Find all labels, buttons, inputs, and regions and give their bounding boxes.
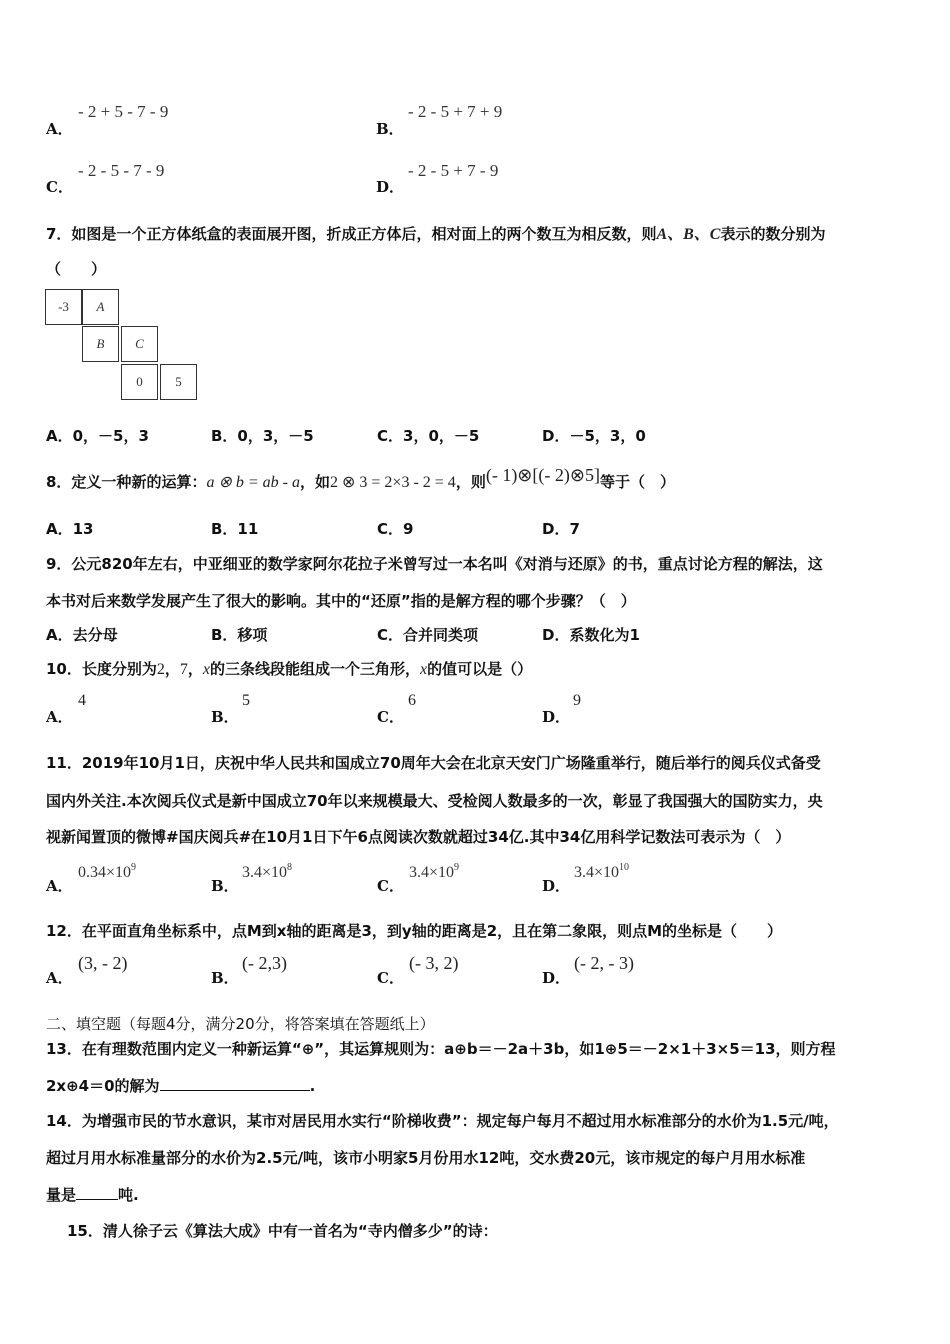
q8-option-b: B．11 <box>211 520 259 538</box>
q10-option-a-value: 4 <box>78 692 86 709</box>
q10-option-a-label: A． <box>46 708 73 726</box>
q6-option-a-label: A． <box>46 120 73 138</box>
q13-stem-line-2: 2x⊕4＝0的解为 . <box>46 1077 316 1095</box>
q6-option-b-label: B． <box>376 120 404 138</box>
q12-option-d-label: D． <box>542 969 571 987</box>
q11-option-b-label: B． <box>211 877 239 895</box>
q8-option-d: D．7 <box>542 520 580 538</box>
q12-option-d-value: (- 2, - 3) <box>574 953 634 973</box>
q7-stem: 7．如图是一个正方体纸盒的表面展开图，折成正方体后，相对面上的两个数互为相反数，则A、B、C表示的数分别为 <box>46 225 826 243</box>
q10-option-c-value: 6 <box>408 692 416 709</box>
q14-stem-line-2: 超过月用水标准量部分的水价为2.5元/吨，该市小明家5月份用水12吨，交水费20元，该市规定的每户月用水标准 <box>46 1149 806 1167</box>
q11-stem-line-1: 11．2019年10月1日，庆祝中华人民共和国成立70周年大会在北京天安门广场隆重举行，随后举行的阅兵仪式备受 <box>46 754 821 772</box>
q13-answer-blank[interactable] <box>160 1090 310 1091</box>
net-cell-0: 0 <box>121 364 158 400</box>
q6-option-d-label: D． <box>376 178 405 196</box>
q8-option-c: C．9 <box>377 520 414 538</box>
q9-stem-line-2: 本书对后来数学发展产生了很大的影响。其中的“还原”指的是解方程的哪个步骤？（ ） <box>46 592 636 610</box>
q12-option-a-value: (3, - 2) <box>78 953 128 973</box>
q6-option-c-label: C． <box>46 178 73 196</box>
q11-option-d-label: D． <box>542 877 571 895</box>
q11-stem-line-3: 视新闻置顶的微博#国庆阅兵#在10月1日下午6点阅读次数就超过34亿.其中34亿用科学记数法可表示为（ ） <box>46 828 791 846</box>
q10-option-d-value: 9 <box>573 692 581 709</box>
q10-option-d-label: D． <box>542 708 571 726</box>
q9-option-d: D．系数化为1 <box>542 626 640 644</box>
section-2-title: 二、填空题（每题4分，满分20分，将答案填在答题纸上） <box>46 1015 435 1033</box>
q12-option-a-label: A． <box>46 969 73 987</box>
q11-option-a-label: A． <box>46 877 73 895</box>
q11-stem-line-2: 国内外关注.本次阅兵仪式是新中国成立70年以来规模最大、受检阅人数最多的一次，彰显了我国强大的国防实力，央 <box>46 792 823 810</box>
q11-option-d-value: $3.4\times 10^{10}$ <box>574 862 630 881</box>
q10-option-c-label: C． <box>377 708 404 726</box>
net-cell-minus-3: -3 <box>45 289 82 325</box>
q8-option-a: A．13 <box>46 520 94 538</box>
q11-option-b-value: $3.4\times 10^8$ <box>242 862 293 881</box>
q6-option-c-expression: - 2 - 5 - 7 - 9 <box>78 161 165 180</box>
q10-stem: 10．长度分别为2，7，x的三条线段能组成一个三角形，x的值可以是（） <box>46 660 533 678</box>
q10-option-b-value: 5 <box>242 692 250 709</box>
q12-option-b-value: (- 2,3) <box>242 953 287 973</box>
cube-net-figure <box>45 289 205 403</box>
q12-option-c-label: C． <box>377 969 404 987</box>
q6-option-d-expression: - 2 - 5 + 7 - 9 <box>408 161 499 180</box>
net-cell-c: C <box>121 326 158 362</box>
q7-option-a: A．0，－5，3 <box>46 427 149 445</box>
net-cell-a: A <box>82 289 119 325</box>
q7-option-b: B．0，3，－5 <box>211 427 314 445</box>
q9-option-b: B．移项 <box>211 626 268 644</box>
q7-answer-paren: （ ） <box>46 260 107 278</box>
q8-stem: 8．定义一种新的运算：a ⊗ b = ab - a，如2 ⊗ 3 = 2×3 - 2 = 4，则(- 1)⊗[(- 2)⊗5]等于（ ） <box>46 465 675 491</box>
q6-option-a-expression: - 2 + 5 - 7 - 9 <box>78 102 169 121</box>
q6-option-b-expression: - 2 - 5 + 7 + 9 <box>408 102 503 121</box>
q10-option-b-label: B． <box>211 708 239 726</box>
q15-stem: 15．清人徐子云《算法大成》中有一首名为“寺内僧多少”的诗： <box>67 1222 498 1240</box>
q14-answer-blank[interactable] <box>76 1199 118 1200</box>
net-cell-b: B <box>82 326 119 362</box>
q9-option-c: C．合并同类项 <box>377 626 479 644</box>
q9-stem-line-1: 9．公元820年左右，中亚细亚的数学家阿尔花拉子米曾写过一本名叫《对消与还原》的书，重点讨论方程的解法，这 <box>46 555 823 573</box>
q12-option-b-label: B． <box>211 969 239 987</box>
q14-stem-line-1: 14．为增强市民的节水意识，某市对居民用水实行“阶梯收费”：规定每户每月不超过用水标准部分的水价为1.5元/吨， <box>46 1112 839 1130</box>
q7-option-d: D．－5，3，0 <box>542 427 646 445</box>
q14-stem-line-3: 量是 吨. <box>46 1186 139 1204</box>
q12-option-c-value: (- 3, 2) <box>409 953 459 973</box>
net-cell-5: 5 <box>160 364 197 400</box>
q12-stem: 12．在平面直角坐标系中，点M到x轴的距离是3，到y轴的距离是2，且在第二象限，则点M的坐标是（ ） <box>46 922 783 940</box>
q9-option-a: A．去分母 <box>46 626 118 644</box>
q7-option-c: C．3，0，－5 <box>377 427 480 445</box>
q11-option-c-value: $3.4\times 10^9$ <box>409 862 460 881</box>
q11-option-a-value: $0.34\times 10^9$ <box>78 862 137 881</box>
q13-stem-line-1: 13．在有理数范围内定义一种新运算“⊕”，其运算规则为：a⊕b＝－2a＋3b，如1⊕5＝－2×1＋3×5＝13，则方程 <box>46 1040 836 1058</box>
q11-option-c-label: C． <box>377 877 404 895</box>
